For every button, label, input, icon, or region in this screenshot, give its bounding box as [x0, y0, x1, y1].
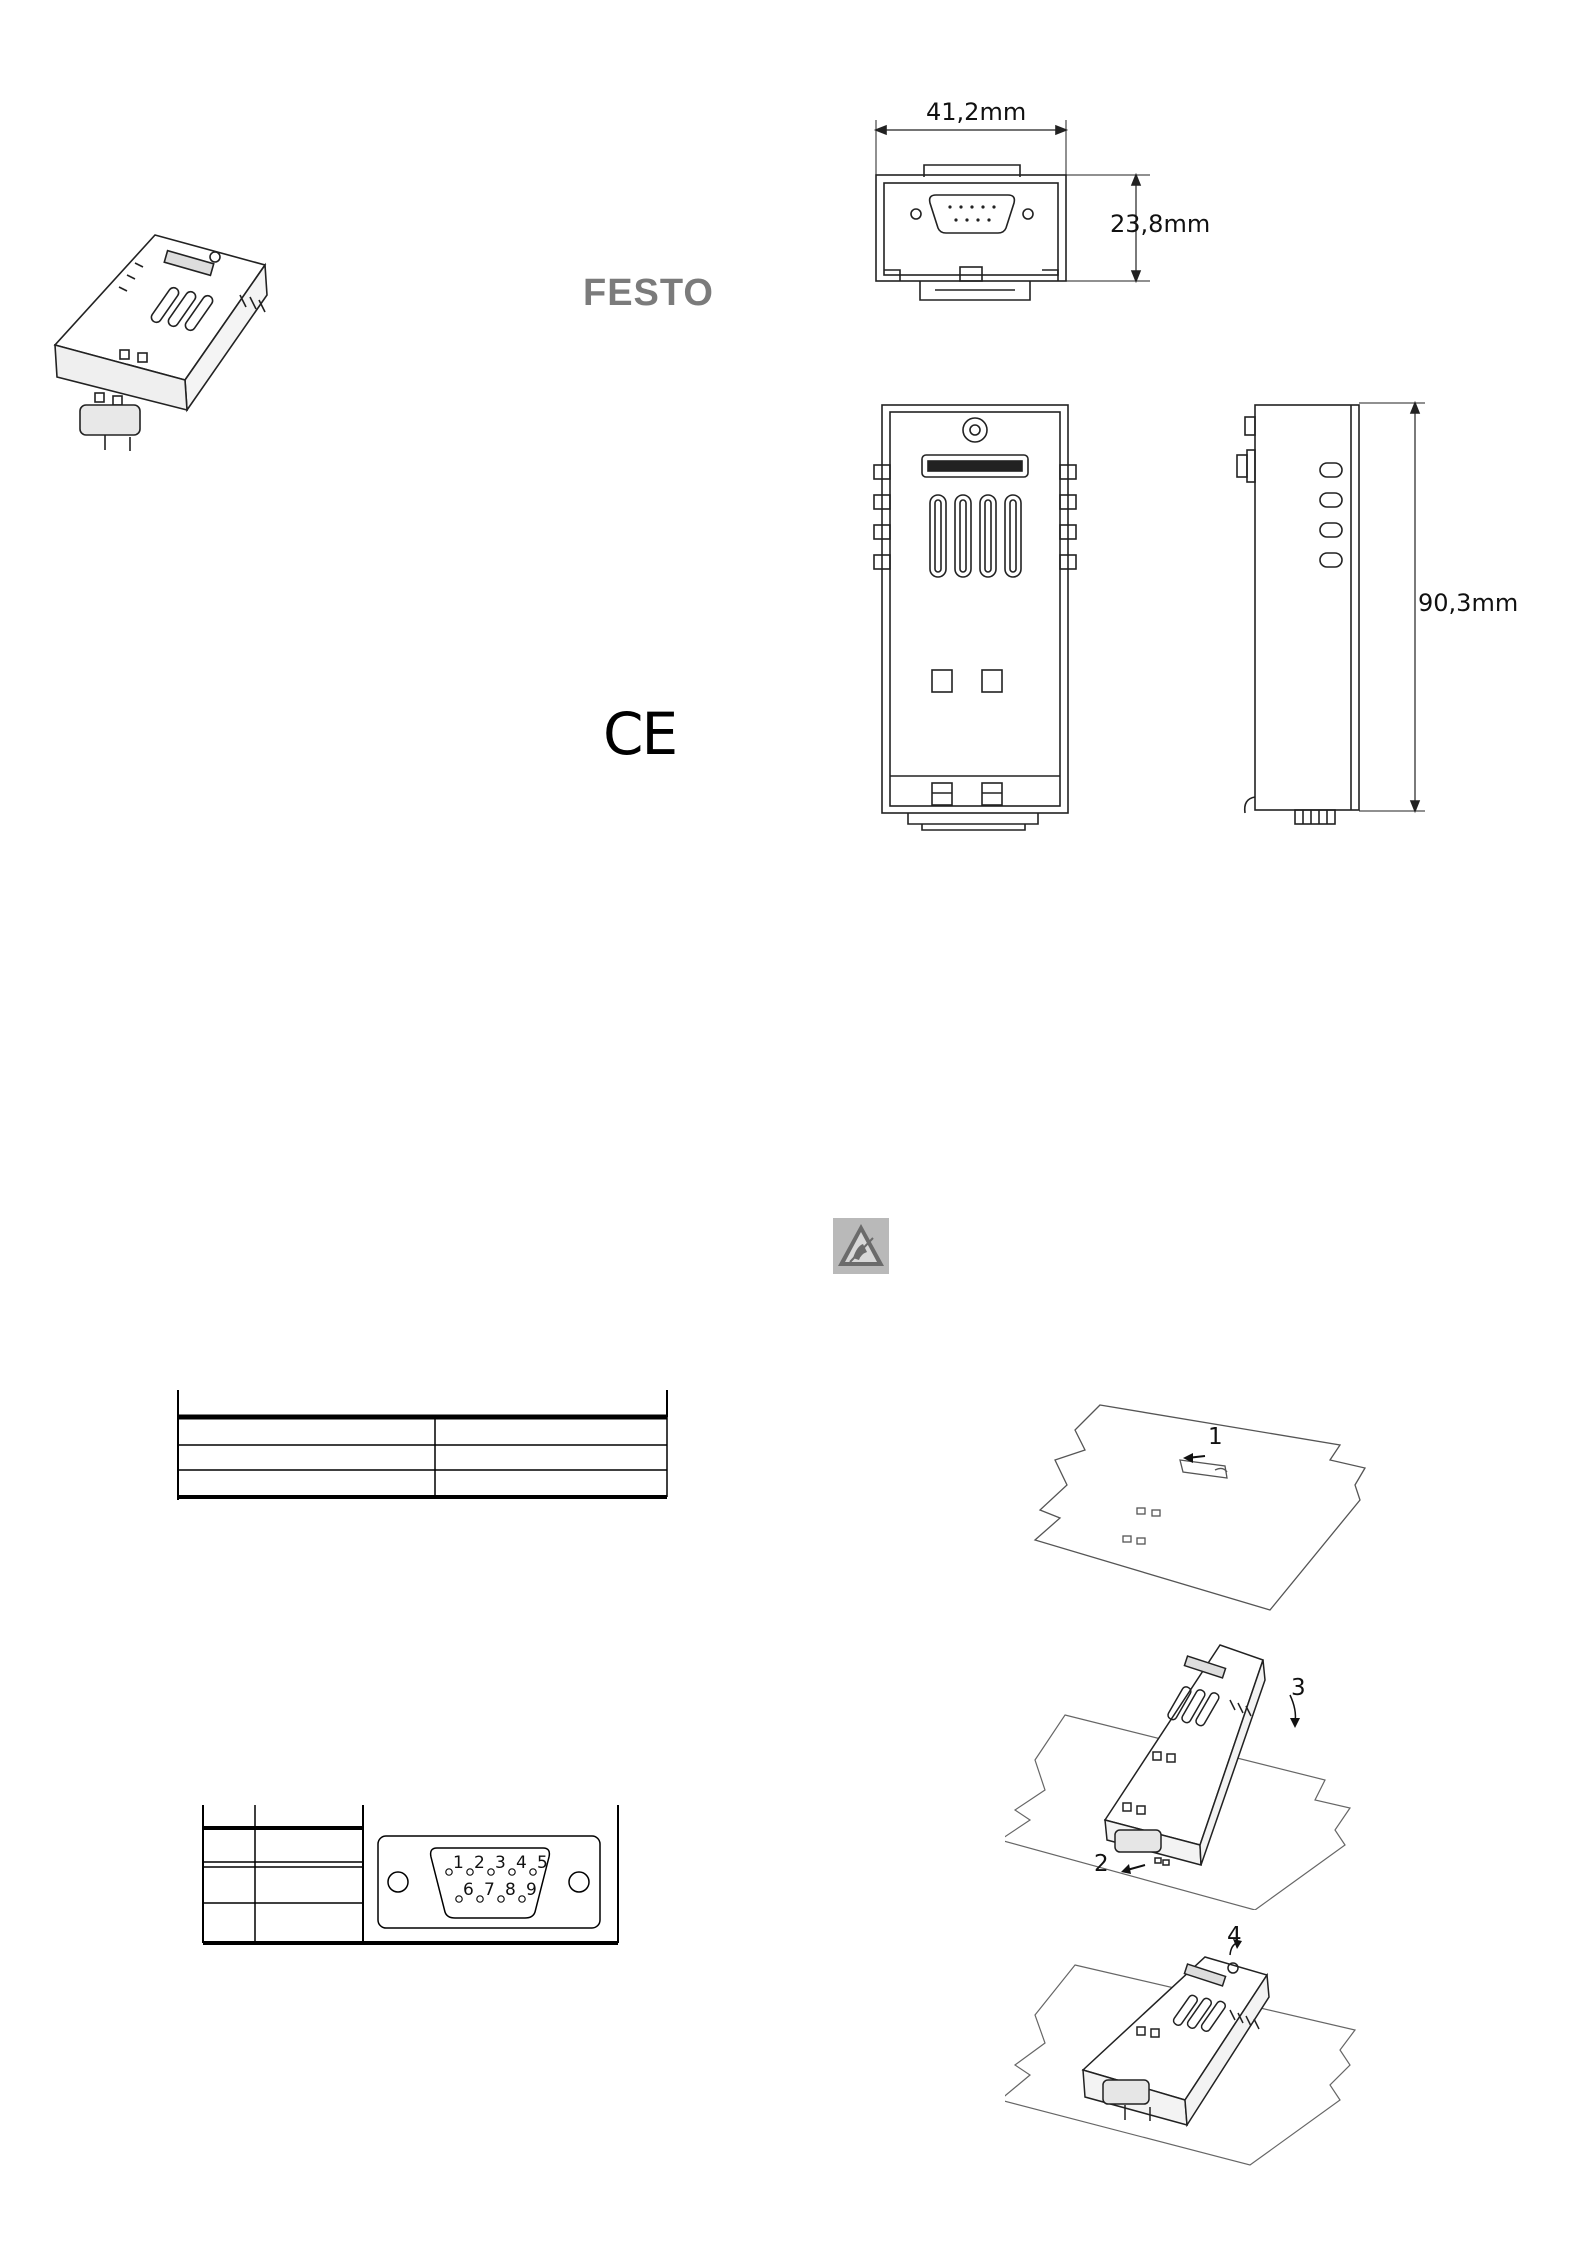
connector-pin-number: 4: [516, 1853, 527, 1873]
connector-pin-number: 1: [453, 1853, 464, 1873]
top-view-drawing: [860, 95, 1200, 315]
mounting-step-4-label: 4: [1227, 1923, 1242, 1949]
connector-pin-hole: [519, 1896, 525, 1902]
height-dimension-label: 90,3mm: [1418, 589, 1519, 617]
width-dimension-label: 41,2mm: [926, 98, 1027, 126]
connector-pin-number: 6: [463, 1880, 474, 1900]
connector-pin-number: 2: [474, 1853, 485, 1873]
esd-warning-icon: [833, 1218, 889, 1274]
product-isometric-illustration: [35, 225, 275, 465]
mounting-step-4-drawing: [1005, 1925, 1375, 2170]
connector-pin-hole: [467, 1869, 473, 1875]
connector-pin-number: 7: [484, 1880, 495, 1900]
connector-pin-number: 9: [526, 1880, 537, 1900]
mounting-step-1-label: 1: [1208, 1424, 1223, 1450]
pin-assignment-table: [195, 1800, 625, 1950]
connector-pin-hole: [446, 1869, 452, 1875]
connector-pin-hole: [456, 1896, 462, 1902]
connector-pin-hole: [530, 1869, 536, 1875]
front-view-drawing: [870, 400, 1080, 832]
festo-logo: FESTO: [583, 272, 714, 314]
connector-pin-hole: [488, 1869, 494, 1875]
connector-pin-number: 3: [495, 1853, 506, 1873]
connector-pin-hole: [509, 1869, 515, 1875]
technical-data-table: [170, 1385, 675, 1505]
mounting-step-3-label: 3: [1291, 1675, 1306, 1701]
mounting-step-1-drawing: [1015, 1400, 1375, 1620]
connector-pin-hole: [477, 1896, 483, 1902]
connector-pin-number: 5: [537, 1853, 548, 1873]
connector-pin-number: 8: [505, 1880, 516, 1900]
connector-pin-hole: [498, 1896, 504, 1902]
mounting-step-2-3-drawing: [1005, 1640, 1375, 1910]
mounting-step-2-label: 2: [1094, 1851, 1109, 1877]
ce-mark: CE: [603, 700, 677, 768]
depth-dimension-label: 23,8mm: [1110, 210, 1211, 238]
